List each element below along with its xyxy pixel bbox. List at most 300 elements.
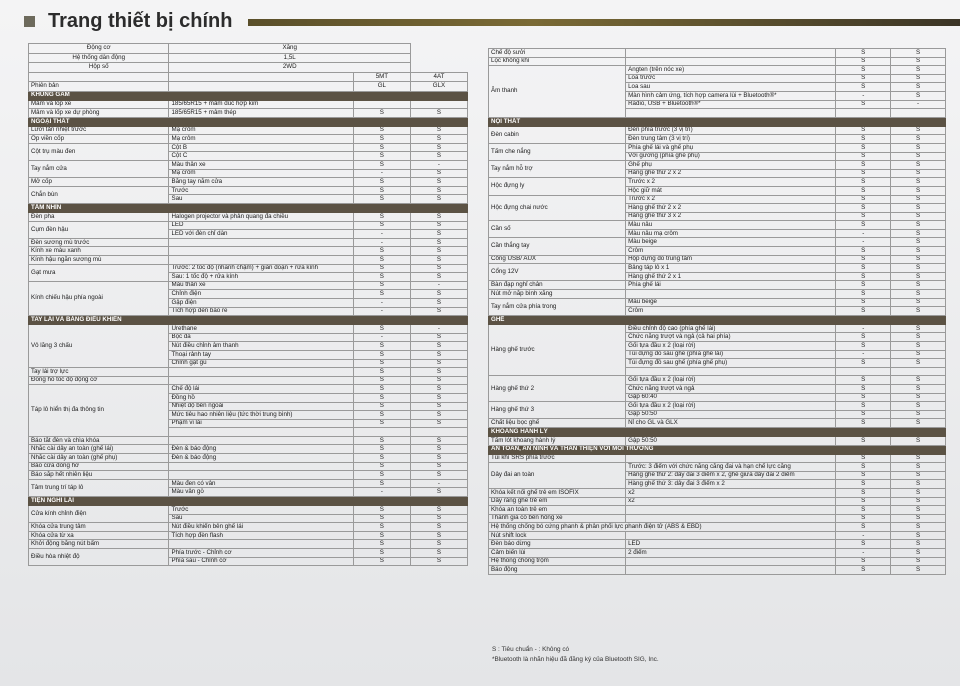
spec-label-cell: Gập 60:40 xyxy=(626,393,836,402)
spec-label-cell: Dây ràng ghế trẻ em xyxy=(489,497,626,506)
spec-value-cell: S xyxy=(836,247,891,256)
spec-value-cell: S xyxy=(410,514,467,523)
spec-label-cell: Màu vân gỗ xyxy=(169,488,353,497)
spec-label-cell: Đèn báo dừng xyxy=(489,540,626,549)
spec-label-cell: Sau: 1 tốc độ + rửa kính xyxy=(169,273,353,282)
spec-value-cell: S xyxy=(836,186,891,195)
spec-label-cell: Tấm che nắng xyxy=(489,143,626,160)
spec-label-cell: Màu thân xe xyxy=(169,161,353,170)
spec-row xyxy=(489,126,946,135)
spec-label-cell xyxy=(169,428,353,437)
spec-label-cell: Xăng xyxy=(169,44,410,54)
spec-label-cell: 2 điểm xyxy=(626,549,836,558)
spec-value-cell: - xyxy=(353,238,410,247)
spec-value-cell: S xyxy=(353,549,410,558)
spec-value-cell: S xyxy=(891,195,946,204)
spec-value-cell: S xyxy=(410,230,467,239)
spec-row xyxy=(29,531,468,540)
spec-label-cell: Màu thân xe xyxy=(169,281,353,290)
spec-value-cell: S xyxy=(353,256,410,265)
spec-row xyxy=(29,247,468,256)
spec-label-cell xyxy=(169,247,353,256)
spec-value-cell: S xyxy=(891,342,946,351)
section-header-row xyxy=(489,445,946,454)
spec-row xyxy=(29,256,468,265)
spec-label-cell: LED xyxy=(626,540,836,549)
spec-value-cell xyxy=(891,367,946,376)
spec-label-cell: Hộc đựng chai nước xyxy=(489,195,626,221)
spec-value-cell: S xyxy=(891,488,946,497)
spec-value-cell: S xyxy=(836,384,891,393)
spec-value-cell: S xyxy=(410,126,467,135)
spec-value-cell: S xyxy=(836,419,891,428)
spec-value-cell: S xyxy=(891,212,946,221)
spec-value-cell: S xyxy=(836,342,891,351)
spec-label-cell: Tay nắm hỗ trợ xyxy=(489,161,626,178)
spec-value-cell: S xyxy=(891,66,946,75)
spec-value-cell: - xyxy=(836,91,891,100)
spec-label-cell: Phía trước - Chỉnh cơ xyxy=(169,549,353,558)
spec-label-cell: Tấm lót khoang hành lý xyxy=(489,436,626,445)
spec-value-cell: GL xyxy=(353,82,410,92)
spec-value-cell: S xyxy=(836,212,891,221)
spec-label-cell: Báo sắp hết nhiên liệu xyxy=(29,471,169,480)
spec-row xyxy=(489,255,946,264)
spec-value-cell: S xyxy=(891,480,946,489)
spec-value-cell: S xyxy=(353,221,410,230)
spec-value-cell: S xyxy=(891,410,946,419)
spec-value-cell: S xyxy=(891,281,946,290)
spec-label-cell xyxy=(169,471,353,480)
spec-value-cell: S xyxy=(891,186,946,195)
spec-label-cell: Tay lái trợ lực xyxy=(29,368,169,377)
spec-value-cell: S xyxy=(410,436,467,445)
spec-value-cell: S xyxy=(891,557,946,566)
spec-label-cell: Nhắc cài dây an toàn (ghế lái) xyxy=(29,445,169,454)
spec-label-cell: Báo tắt đèn và chìa khóa xyxy=(29,436,169,445)
spec-row xyxy=(489,238,946,247)
spec-value-cell: - xyxy=(836,324,891,333)
spec-value-cell: S xyxy=(410,264,467,273)
spec-label-cell: Hộp đựng đồ trung tâm xyxy=(626,255,836,264)
spec-label-cell: Hộc giữ mát xyxy=(626,186,836,195)
spec-value-cell: S xyxy=(891,143,946,152)
spec-label-cell: 185/65R15 + mâm đúc hợp kim xyxy=(169,100,353,109)
spec-value-cell: S xyxy=(410,531,467,540)
spec-value-cell: S xyxy=(353,419,410,428)
spec-label-cell: Đồng hồ xyxy=(169,393,353,402)
spec-row xyxy=(29,161,468,170)
spec-value-cell: S xyxy=(353,402,410,411)
legend-line-2: *Bluetooth là nhãn hiệu đã đăng ký của Bluetooth SIG, Inc. xyxy=(492,656,659,663)
spec-label-cell xyxy=(169,376,353,385)
spec-label-cell xyxy=(626,566,836,575)
spec-label-cell: Trước xyxy=(169,506,353,515)
spec-value-cell: S xyxy=(891,83,946,92)
spec-row xyxy=(29,325,468,334)
spec-value-cell: S xyxy=(891,393,946,402)
spec-value-cell: S xyxy=(353,454,410,463)
spec-label-cell: Gập điện xyxy=(169,298,353,307)
spec-row xyxy=(29,178,468,187)
spec-value-cell: S xyxy=(836,402,891,411)
spec-label-cell: Crôm xyxy=(626,247,836,256)
spec-value-cell: S xyxy=(836,74,891,83)
spec-value-cell: S xyxy=(353,186,410,195)
spec-label-cell xyxy=(169,256,353,265)
spec-label-cell: Chức năng trượt và ngả (cả hai phía) xyxy=(626,333,836,342)
spec-value-cell: S xyxy=(836,506,891,515)
spec-value-cell: S xyxy=(353,557,410,566)
spec-label-cell: Trước x 2 xyxy=(626,178,836,187)
spec-value-cell: - xyxy=(410,161,467,170)
spec-value-cell: S xyxy=(836,463,891,472)
spec-label-cell: Hàng ghế thứ 2 xyxy=(489,376,626,402)
spec-label-cell: Tích hợp đèn flash xyxy=(169,531,353,540)
spec-label-cell: Tích hợp đèn báo rẽ xyxy=(169,307,353,316)
spec-row xyxy=(489,419,946,428)
spec-value-cell: S xyxy=(891,307,946,316)
spec-row xyxy=(489,49,946,58)
spec-label-cell: Hộc đựng ly xyxy=(489,178,626,195)
spec-value-cell: S xyxy=(353,325,410,334)
spec-value-cell: S xyxy=(410,256,467,265)
spec-row xyxy=(489,557,946,566)
spec-value-cell: S xyxy=(891,49,946,58)
spec-value-cell: S xyxy=(836,480,891,489)
spec-label-cell xyxy=(169,238,353,247)
spec-value-cell: S xyxy=(891,350,946,359)
spec-row xyxy=(489,161,946,170)
spec-label-cell xyxy=(626,109,836,118)
spec-value-cell: - xyxy=(353,488,410,497)
spec-label-cell: Kính xe màu xanh xyxy=(29,247,169,256)
spec-label-cell: Loa trước xyxy=(626,74,836,83)
spec-value-cell: S xyxy=(353,213,410,222)
spec-value-cell: S xyxy=(891,540,946,549)
spec-value-cell: S xyxy=(410,143,467,152)
spec-value-cell: S xyxy=(410,471,467,480)
spec-row xyxy=(29,63,468,73)
spec-label-cell: 185/65R15 + mâm thép xyxy=(169,109,353,118)
spec-value-cell: S xyxy=(836,410,891,419)
spec-value-cell: S xyxy=(891,247,946,256)
spec-label-cell: Cần thắng tay xyxy=(489,238,626,255)
spec-value-cell: S xyxy=(891,419,946,428)
spec-label-cell: Báo động xyxy=(489,566,626,575)
spec-row xyxy=(489,523,946,532)
spec-value-cell: S xyxy=(891,514,946,523)
spec-label-cell: Chất liệu bọc ghế xyxy=(489,419,626,428)
spec-row xyxy=(29,454,468,463)
spec-value-cell: S xyxy=(410,152,467,161)
spec-value-cell: S xyxy=(353,540,410,549)
spec-label-cell: Hàng ghế thứ 2 x 1 xyxy=(626,272,836,281)
spec-value-cell: - xyxy=(836,350,891,359)
spec-value-cell: S xyxy=(353,479,410,488)
spec-label-cell: Phía ghế lái xyxy=(626,281,836,290)
spec-label-cell xyxy=(169,368,353,377)
spec-value-cell: S xyxy=(353,247,410,256)
spec-label-cell: Gập 50:50 xyxy=(626,410,836,419)
spec-value-cell: S xyxy=(891,74,946,83)
spec-value-cell: 4AT xyxy=(410,72,467,82)
spec-row xyxy=(29,126,468,135)
spec-label-cell: Chỉnh điện xyxy=(169,290,353,299)
spec-value-cell: S xyxy=(353,161,410,170)
spec-label-cell xyxy=(29,72,169,82)
spec-value-cell: S xyxy=(836,195,891,204)
spec-value-cell: S xyxy=(891,359,946,368)
page-title: Trang thiết bị chính xyxy=(48,10,233,32)
spec-label-cell: x2 xyxy=(626,488,836,497)
spec-label-cell: Kính chiếu hậu phía ngoài xyxy=(29,281,169,315)
spec-value-cell: Hệ thống dẫn động xyxy=(29,53,169,63)
spec-value-cell: S xyxy=(836,290,891,299)
spec-label-cell: Cột trụ màu đen xyxy=(29,143,169,160)
spec-row xyxy=(29,376,468,385)
spec-label-cell: Tâm trung trí táp lô xyxy=(29,479,169,496)
spec-value-cell: S xyxy=(836,221,891,230)
spec-label-cell: Túi khí SRS phía trước xyxy=(489,454,626,463)
spec-label-cell: Mâm và lốp xe dự phòng xyxy=(29,109,169,118)
spec-value-cell xyxy=(353,428,410,437)
spec-value-cell: S xyxy=(353,436,410,445)
spec-label-cell: Chế độ lái xyxy=(169,385,353,394)
spec-value-cell: S xyxy=(353,445,410,454)
spec-label-cell xyxy=(626,290,836,299)
spec-value-cell xyxy=(836,367,891,376)
spec-value-cell: S xyxy=(891,463,946,472)
spec-value-cell: - xyxy=(353,298,410,307)
spec-row xyxy=(489,436,946,445)
spec-label-cell: Màu nâu mạ crôm xyxy=(626,229,836,238)
section-header-row xyxy=(29,91,468,100)
spec-label-cell: Chỉnh gật gù xyxy=(169,359,353,368)
spec-label-cell: Bằng tay nắm cửa xyxy=(169,178,353,187)
spec-value-cell: S xyxy=(836,281,891,290)
spec-value-cell: S xyxy=(891,384,946,393)
spec-label-cell: Gạt mưa xyxy=(29,264,169,281)
spec-label-cell: Cửa kính chỉnh điện xyxy=(29,506,169,523)
spec-value-cell: S xyxy=(410,523,467,532)
spec-label-cell: Trước x 2 xyxy=(626,195,836,204)
spec-value-cell xyxy=(891,109,946,118)
spec-label-cell xyxy=(626,57,836,66)
spec-label-cell: Mạ crôm xyxy=(169,126,353,135)
spec-value-cell: - xyxy=(836,229,891,238)
spec-row xyxy=(29,72,468,82)
spec-value-cell xyxy=(836,109,891,118)
spec-label-cell: Màu nâu xyxy=(626,221,836,230)
section-title: TIỆN NGHI LÁI xyxy=(29,497,468,506)
spec-value-cell: Hộp số xyxy=(29,63,169,73)
spec-label-cell: Hàng ghế thứ 2 x 2 xyxy=(626,204,836,213)
spec-label-cell: Gối tựa đầu x 2 (loại rời) xyxy=(626,402,836,411)
spec-row xyxy=(489,402,946,411)
spec-label-cell: Khóa an toàn trẻ em xyxy=(489,506,626,515)
spec-value-cell: S xyxy=(410,557,467,566)
spec-label-cell: Ghế phụ xyxy=(626,161,836,170)
spec-label-cell: Khóa cửa từ xa xyxy=(29,531,169,540)
spec-value-cell: S xyxy=(891,506,946,515)
spec-value-cell: S xyxy=(891,178,946,187)
spec-value-cell: S xyxy=(353,376,410,385)
spec-value-cell: S xyxy=(410,169,467,178)
left-spec-column xyxy=(28,43,468,566)
spec-value-cell: S xyxy=(410,540,467,549)
spec-value-cell: S xyxy=(891,298,946,307)
spec-value-cell: S xyxy=(891,523,946,532)
section-header-row xyxy=(29,497,468,506)
spec-value-cell: S xyxy=(353,342,410,351)
spec-label-cell: Nhiệt độ bên ngoài xyxy=(169,402,353,411)
spec-label-cell xyxy=(626,557,836,566)
spec-value-cell xyxy=(410,100,467,109)
spec-row xyxy=(29,53,468,63)
spec-label-cell: Đèn & báo động xyxy=(169,445,353,454)
spec-row xyxy=(29,82,468,92)
spec-label-cell: Khóa cửa trung tâm xyxy=(29,523,169,532)
spec-value-cell: S xyxy=(410,462,467,471)
spec-value-cell: S xyxy=(836,49,891,58)
spec-value-cell: S xyxy=(836,66,891,75)
spec-row xyxy=(489,454,946,463)
spec-row xyxy=(489,221,946,230)
spec-label-cell: Cảm biến lùi xyxy=(489,549,626,558)
spec-row xyxy=(29,523,468,532)
spec-value-cell: S xyxy=(836,83,891,92)
title-square-icon xyxy=(24,16,35,27)
legend-line-1: S : Tiêu chuẩn - : Không có xyxy=(492,646,570,653)
spec-value-cell: S xyxy=(410,402,467,411)
spec-label-cell: Bàn đạp nghỉ chân xyxy=(489,281,626,290)
spec-value-cell: S xyxy=(410,488,467,497)
spec-label-cell: Nút điều chỉnh âm thanh xyxy=(169,342,353,351)
spec-value-cell: S xyxy=(836,497,891,506)
spec-label-cell: Lọc không khí xyxy=(489,57,626,66)
spec-value-cell: S xyxy=(891,126,946,135)
spec-value-cell: S xyxy=(353,411,410,420)
spec-label-cell: Cột B xyxy=(169,143,353,152)
spec-value-cell: S xyxy=(891,272,946,281)
spec-value-cell: S xyxy=(353,393,410,402)
spec-row xyxy=(489,324,946,333)
section-title: NGOẠI THẤT xyxy=(29,117,468,126)
spec-value-cell: GLX xyxy=(410,82,467,92)
spec-value-cell: S xyxy=(836,57,891,66)
spec-value-cell: S xyxy=(891,229,946,238)
spec-value-cell: S xyxy=(836,152,891,161)
spec-label-cell: Cổng USB/ AUX xyxy=(489,255,626,264)
spec-label-cell: Khóa kết nối ghế trẻ em ISOFIX xyxy=(489,488,626,497)
spec-row xyxy=(29,135,468,144)
spec-label-cell: Phía ghế lái và ghế phụ xyxy=(626,143,836,152)
spec-label-cell xyxy=(169,462,353,471)
spec-value-cell: S xyxy=(410,238,467,247)
spec-label-cell: Phạm vi lái xyxy=(169,419,353,428)
spec-label-cell: Hàng ghế trước xyxy=(489,324,626,376)
spec-label-cell: Thanh gia cố bên hông xe xyxy=(489,514,626,523)
spec-label-cell: Phía sau - Chỉnh cơ xyxy=(169,557,353,566)
spec-value-cell: S xyxy=(410,273,467,282)
spec-value-cell: S xyxy=(836,255,891,264)
spec-value-cell: - xyxy=(891,100,946,109)
spec-row xyxy=(29,540,468,549)
spec-row xyxy=(489,281,946,290)
spec-label-cell: Đèn pha xyxy=(29,213,169,222)
spec-value-cell: S xyxy=(410,195,467,204)
spec-row xyxy=(489,298,946,307)
spec-label-cell: Trước xyxy=(169,186,353,195)
spec-value-cell: S xyxy=(410,298,467,307)
spec-label-cell: Hệ thống chống bó cứng phanh & phân phối lực phanh điện tử (ABS & EBD) xyxy=(489,523,836,532)
spec-label-cell: Gập 50:50 xyxy=(626,436,836,445)
spec-label-cell: Chế độ sưởi xyxy=(489,49,626,58)
spec-label-cell: Sau xyxy=(169,195,353,204)
spec-value-cell: S xyxy=(836,376,891,385)
spec-value-cell: S xyxy=(410,549,467,558)
spec-label-cell: Loa sau xyxy=(626,83,836,92)
spec-value-cell: S xyxy=(353,290,410,299)
spec-value-cell: S xyxy=(353,462,410,471)
spec-value-cell: S xyxy=(836,393,891,402)
spec-value-cell: S xyxy=(410,213,467,222)
spec-label-cell: Mâm và lốp xe xyxy=(29,100,169,109)
spec-value-cell: - xyxy=(353,333,410,342)
spec-value-cell: S xyxy=(353,368,410,377)
spec-label-cell: Hàng ghế thứ 3 x 2 xyxy=(626,212,836,221)
spec-value-cell: S xyxy=(410,350,467,359)
section-title: AN TOÀN, AN NINH VÀ THÂN THIỆN VỚI MÔI TRƯỜNG xyxy=(489,445,946,454)
spec-label-cell: Nhắc cài dây an toàn (ghế phụ) xyxy=(29,454,169,463)
spec-value-cell: Động cơ xyxy=(29,44,169,54)
spec-row xyxy=(29,479,468,488)
spec-value-cell: S xyxy=(891,333,946,342)
spec-row xyxy=(489,66,946,75)
spec-label-cell: Mạ crôm xyxy=(169,169,353,178)
section-title: KHUNG GẦM xyxy=(29,91,468,100)
spec-value-cell: S xyxy=(353,273,410,282)
legend xyxy=(492,646,659,666)
spec-label-cell: x2 xyxy=(626,497,836,506)
spec-value-cell: S xyxy=(891,497,946,506)
spec-value-cell: S xyxy=(836,307,891,316)
spec-label-cell: Đèn trung tâm (3 vị trí) xyxy=(626,135,836,144)
spec-label-cell: Cần số xyxy=(489,221,626,238)
spec-label-cell: Kính hậu ngăn sương mù xyxy=(29,256,169,265)
spec-value-cell xyxy=(353,100,410,109)
spec-label-cell xyxy=(169,82,353,92)
spec-row xyxy=(489,488,946,497)
spec-value-cell: S xyxy=(836,135,891,144)
spec-value-cell: S xyxy=(410,368,467,377)
spec-label-cell: Cột C xyxy=(169,152,353,161)
title-divider xyxy=(248,19,960,26)
spec-label-cell: Trước: 3 điểm với chức năng căng đai và hạn chế lực căng xyxy=(626,463,836,472)
spec-value-cell: S xyxy=(836,126,891,135)
spec-label-cell: Hàng ghế thứ 2 x 2 xyxy=(626,169,836,178)
spec-label-cell xyxy=(169,72,353,82)
spec-row xyxy=(489,531,946,540)
spec-label-cell: Đèn cabin xyxy=(489,126,626,143)
spec-value-cell: S xyxy=(410,290,467,299)
spec-label-cell: Đèn & báo động xyxy=(169,454,353,463)
spec-label-cell xyxy=(626,367,836,376)
spec-label-cell: Khởi động bằng nút bấm xyxy=(29,540,169,549)
spec-value-cell: - xyxy=(353,169,410,178)
spec-value-cell: S xyxy=(891,376,946,385)
